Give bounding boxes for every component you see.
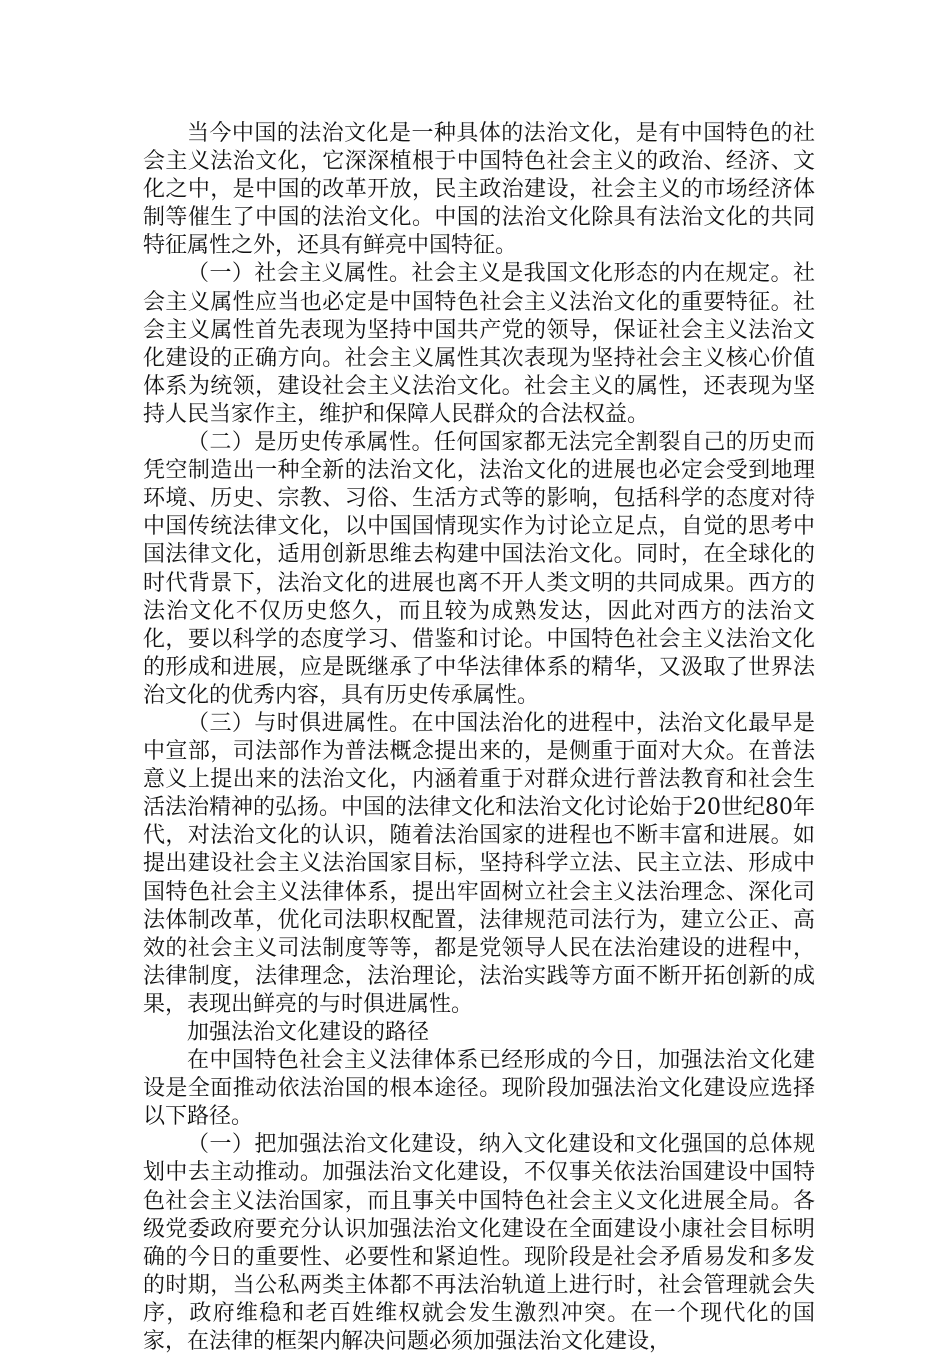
paragraph-historical-heritage: （二）是历史传承属性。任何国家都无法完全割裂自己的历史而凭空制造出一种全新的法治文化，法治文化的进展也必定会受到地理环境、历史、宗教、习俗、生活方式等的影响，包括科学的态度对待中国传统法律文化，以中国国情现实作为讨论立足点，自觉的思考中国法律文化，适用创新思维去构建中国法治文化。同时，在全球化的时代背景下，法治文化的进展也离不开人类文明的共同成果。西方的法治文化不仅历史悠久，而且较为成熟发达，因此对西方的法治文化，要以科学的态度学习、借鉴和讨论。中国特色社会主义法治文化的形成和进展，应是既继承了中华法律体系的精华，又汲取了世界法治文化的优秀内容，具有历史传承属性。 xyxy=(143,430,815,708)
paragraph-keeping-pace: （三）与时俱进属性。在中国法治化的进程中，法治文化最早是中宣部，司法部作为普法概念提出来的，是侧重于面对大众。在普法意义上提出来的法治文化，内涵着重于对群众进行普法教育和社会生活法治精神的弘扬。中国的法律文化和法治文化讨论始于20世纪80年代，对法治文化的认识，随着法治国家的进程也不断丰富和进展。如提出建设社会主义法治国家目标，坚持科学立法、民主立法、形成中国特色社会主义法律体系，提出牢固树立社会主义法治理念、深化司法体制改革，优化司法职权配置，法律规范司法行为，建立公正、高效的社会主义司法制度等等，都是党领导人民在法治建设的进程中，法律制度，法律理念，法治理论，法治实践等方面不断开拓创新的成果，表现出鲜亮的与时俱进属性。 xyxy=(143,710,815,1017)
paragraph-path-intro: 在中国特色社会主义法律体系已经形成的今日，加强法治文化建设是全面推动依法治国的根本途径。现阶段加强法治文化建设应选择以下路径。 xyxy=(143,1048,815,1130)
paragraph-path-one: （一）把加强法治文化建设，纳入文化建设和文化强国的总体规划中去主动推动。加强法治文化建设，不仅事关依法治国建设中国特色社会主义法治国家，而且事关中国特色社会主义文化进展全局。各级党委政府要充分认识加强法治文化建设在全面建设小康社会目标明确的今日的重要性、必要性和紧迫性。现阶段是社会矛盾易发和多发的时期，当公私两类主体都不再法治轨道上进行时，社会管理就会失序，政府维稳和老百姓维权就会发生激烈冲突。在一个现代化的国家，在法律的框架内解决问题必须加强法治文化建设， xyxy=(143,1132,815,1355)
paragraph-socialist-attribute: （一）社会主义属性。社会主义是我国文化形态的内在规定。社会主义属性应当也必定是中国特色社会主义法治文化的重要特征。社会主义属性首先表现为坚持中国共产党的领导，保证社会主义法治文化建设的正确方向。社会主义属性其次表现为坚持社会主义核心价值体系为统领，建设社会主义法治文化。社会主义的属性，还表现为坚持人民当家作主，维护和保障人民群众的合法权益。 xyxy=(143,261,815,427)
document-body xyxy=(143,120,815,1356)
section-heading: 加强法治文化建设的路径 xyxy=(187,1020,430,1045)
paragraph-intro: 当今中国的法治文化是一种具体的法治文化，是有中国特色的社会主义法治文化，它深深植根于中国特色社会主义的政治、经济、文化之中，是中国的改革开放，民主政治建设，社会主义的市场经济体制等催生了中国的法治文化。中国的法治文化除具有法治文化的共同特征属性之外，还具有鲜亮中国特征。 xyxy=(143,121,815,259)
